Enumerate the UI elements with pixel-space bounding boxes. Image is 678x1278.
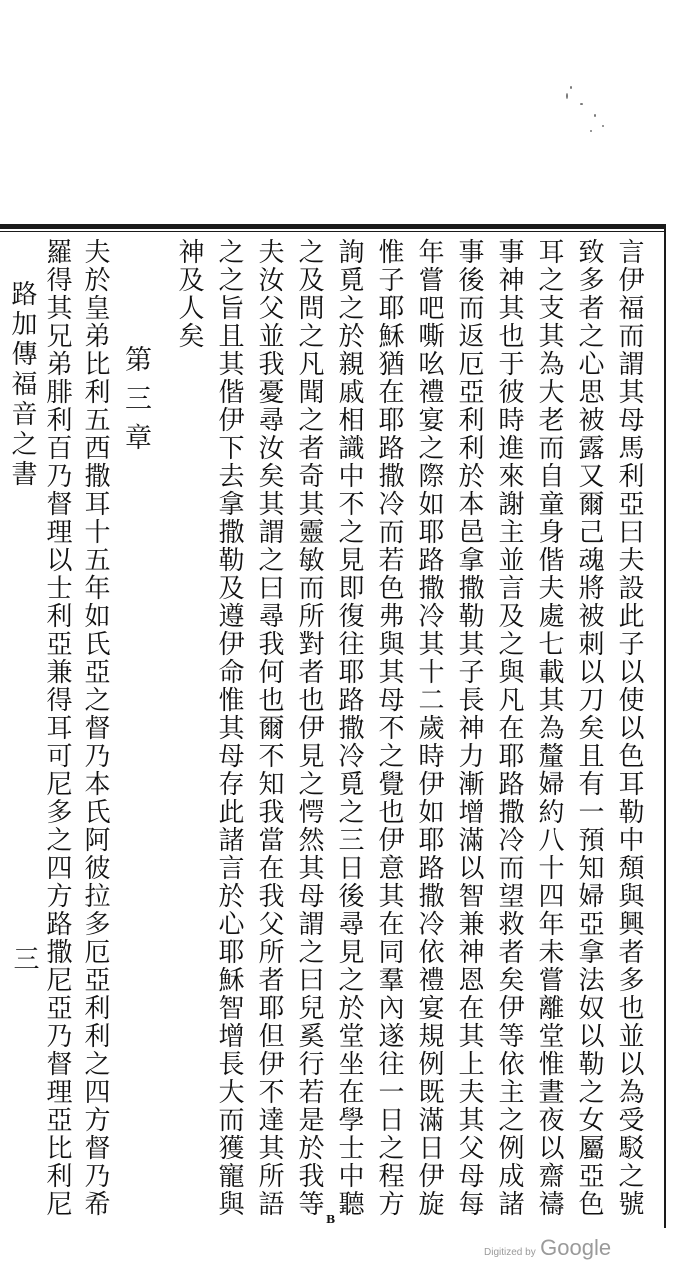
text-column-15: 羅得其兄弟腓利百乃督理以士利亞兼得耳可尼多之四方路撒尼亞乃督理亞比利尼 xyxy=(42,238,72,1218)
top-border-rule xyxy=(0,224,666,229)
text-column-1: 言伊福而謂其母馬利亞曰夫設此子以使以色耳勒中頽與興者多也並以為受駁之號 xyxy=(614,238,644,1218)
text-column-7: 惟子耶穌猶在耶路撒冷而若色弗與其母不之覺也伊意其在同羣內遂往一日之程方 xyxy=(374,238,404,1218)
text-column-9: 之及問之凡聞之者奇其靈敏而所對者也伊見之愕然其母謂之曰兒奚行若是於我等 xyxy=(294,238,324,1218)
text-column-8: 詢覓之於親戚相識中不之見即復往耶路撒冷覓之三日後尋見之於堂坐在學士中聽 xyxy=(334,238,364,1218)
text-column-4: 事神其也于彼時進來謝主並言及之與凡在耶路撒冷而望救者矣伊等依主之例成諸 xyxy=(494,238,524,1218)
page-number: 三 xyxy=(9,945,39,971)
text-column-2: 致多者之心思被露又爾己魂將被刺以刀矣且有一預知婦亞拿法奴以勒之女屬亞色 xyxy=(574,238,604,1218)
chapter-heading: 第三章 xyxy=(120,345,151,462)
text-column-11: 之之旨且其偕伊下去拿撒勒及遵伊命惟其母存此諸言於心耶穌智增長大而獲寵與 xyxy=(214,238,244,1218)
top-border-rule-thin xyxy=(0,231,666,232)
text-column-3: 耳之支其為大老而自童身偕夫處七載其為釐婦約八十四年未嘗離堂惟晝夜以齋禱 xyxy=(534,238,564,1218)
text-column-6: 年嘗吧嘶吆禮宴之際如耶路撒冷其十二歲時伊如耶路撒冷依禮宴規例既滿日伊旋 xyxy=(414,238,444,1218)
running-head: 路加傳福音之書 xyxy=(7,280,37,490)
text-column-10: 夫汝父並我憂尋汝矣其謂之曰尋我何也爾不知我當在我父所者耶但伊不達其所語 xyxy=(254,238,284,1218)
text-column-14: 夫於皇弟比利五西撒耳十五年如氏亞之督乃本氏阿彼拉多厄亞利利之四方督乃希 xyxy=(80,238,110,1218)
text-column-5: 事後而返厄亞利利於本邑拿撒勒其子長神力漸增滿以智兼神恩在其上夫其父母每 xyxy=(454,238,484,1218)
watermark-brand: Google xyxy=(540,1235,612,1260)
signature-mark: B xyxy=(326,1213,336,1226)
watermark-prefix: Digitized by xyxy=(484,1247,536,1258)
right-border-rule xyxy=(664,224,666,1228)
text-column-12: 神及人矣 xyxy=(174,238,204,350)
digitization-watermark xyxy=(484,1235,611,1261)
